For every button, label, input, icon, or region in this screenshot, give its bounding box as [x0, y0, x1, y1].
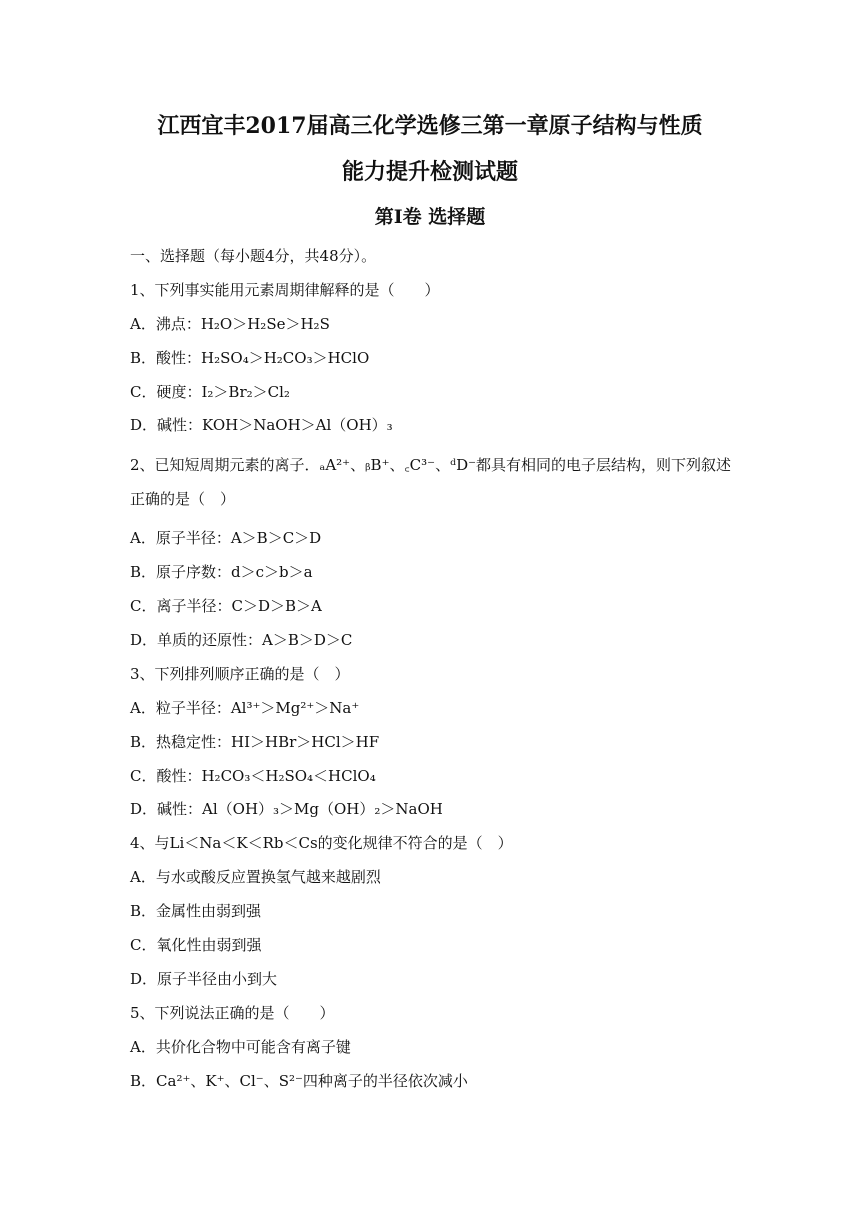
question-2-option-b: B．原子序数：d＞c＞b＞a [130, 563, 313, 582]
document-title-line-2: 能力提升检测试题 [341, 159, 518, 185]
question-3-stem: 3、下列排列顺序正确的是（ ） [130, 664, 350, 683]
question-4-option-d: D．原子半径由小到大 [130, 969, 278, 988]
question-1-option-a: A．沸点：H₂O＞H₂Se＞H₂S [130, 314, 330, 333]
question-5-option-a: A．共价化合物中可能含有离子键 [130, 1037, 351, 1056]
question-4-option-c: C．氧化性由弱到强 [130, 936, 262, 955]
question-4-stem: 4、与Li＜Na＜K＜Rb＜Cs的变化规律不符合的是（ ） [130, 834, 513, 853]
question-1-option-c: C．硬度：I₂＞Br₂＞Cl₂ [130, 382, 290, 401]
question-5-stem: 5、下列说法正确的是（ ） [130, 1003, 335, 1022]
question-1-option-d: D．碱性：KOH＞NaOH＞Al（OH）₃ [130, 416, 393, 435]
question-2-option-c: C．离子半径：C＞D＞B＞A [130, 597, 322, 616]
question-4-option-b: B．金属性由弱到强 [130, 902, 262, 921]
question-1-option-b: B．酸性：H₂SO₄＞H₂CO₃＞HClO [130, 348, 370, 367]
question-3-option-d: D．碱性：Al（OH）₃＞Mg（OH）₂＞NaOH [130, 800, 443, 819]
section-title: 第Ⅰ卷 选择题 [374, 206, 486, 228]
question-5-option-b: B．Ca²⁺、K⁺、Cl⁻、S²⁻四种离子的半径依次减小 [130, 1071, 468, 1090]
question-3-option-b: B．热稳定性：HI＞HBr＞HCl＞HF [130, 732, 380, 751]
question-2-option-d: D．单质的还原性：A＞B＞D＞C [130, 631, 353, 650]
question-3-option-a: A．粒子半径：Al³⁺＞Mg²⁺＞Na⁺ [130, 698, 360, 717]
question-2-stem: 2、已知短周期元素的离子．ₐA²⁺、ᵦB⁺、꜀C³⁻、ᵈD⁻都具有相同的电子层结构，则下列叙述正确的是（ ） [130, 456, 732, 509]
document-title-line-1: 江西宜丰2017届高三化学选修三第一章原子结构与性质 [157, 113, 703, 139]
question-body [130, 245, 740, 1103]
part-intro: 一、选择题（每小题4分，共48分）。 [130, 247, 377, 265]
question-3-option-c: C．酸性：H₂CO₃＜H₂SO₄＜HClO₄ [130, 766, 376, 785]
question-2-option-a: A．原子半径：A＞B＞C＞D [130, 529, 322, 548]
question-1-stem: 1、下列事实能用元素周期律解释的是（ ） [130, 280, 440, 299]
question-4-option-a: A．与水或酸反应置换氢气越来越剧烈 [130, 868, 381, 887]
